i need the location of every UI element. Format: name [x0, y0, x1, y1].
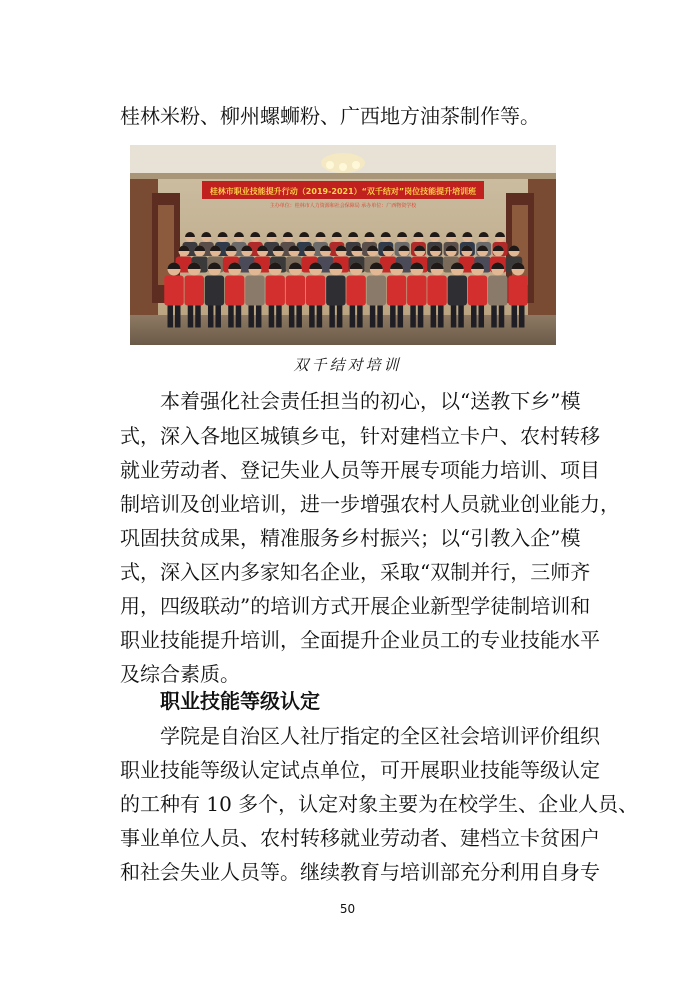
person-body: [488, 276, 508, 306]
text-line: 巩固扶贫成果，精准服务乡村振兴；以“引教入企”模: [120, 526, 581, 550]
person-body: [286, 276, 306, 306]
person-leg: [228, 306, 234, 328]
person-leg: [309, 306, 315, 328]
person-body: [184, 276, 204, 306]
person-body: [367, 276, 387, 306]
text-line: 事业单位人员、农村转移就业劳动者、建档立卡贫困户: [120, 826, 600, 850]
person-leg: [195, 306, 201, 328]
person-leg: [350, 306, 356, 328]
person-body: [306, 276, 326, 306]
person-body: [245, 276, 264, 306]
person-body: [508, 276, 528, 306]
person-leg: [289, 306, 295, 328]
text-line: 职业技能提升培训，全面提升企业员工的专业技能水平: [120, 628, 600, 652]
person-body: [407, 276, 427, 306]
person-body: [387, 276, 407, 306]
person-body: [346, 276, 366, 306]
person-leg: [248, 306, 254, 328]
person-leg: [269, 306, 275, 328]
person-leg: [377, 306, 383, 328]
text-line: 用，四级联动”的培训方式开展企业新型学徒制培训和: [120, 594, 591, 618]
person-leg: [519, 306, 525, 328]
person-leg: [337, 306, 343, 328]
person-leg: [438, 306, 444, 328]
person-leg: [418, 306, 424, 328]
person-leg: [431, 306, 437, 328]
person-leg: [491, 306, 497, 328]
text-line: 就业劳动者、登记失业人员等开展专项能力培训、项目: [120, 458, 600, 482]
photo-caption: 双千结对培训: [293, 356, 402, 374]
person-body: [205, 276, 225, 306]
text-line: 和社会失业人员等。继续教育与培训部充分利用自身专: [120, 860, 600, 884]
person-body: [468, 276, 488, 306]
person-leg: [451, 306, 457, 328]
person-leg: [471, 306, 477, 328]
person-body: [164, 276, 184, 306]
person-leg: [276, 306, 282, 328]
person-leg: [215, 306, 221, 328]
person-body: [448, 276, 468, 306]
person-body: [427, 276, 447, 306]
person-leg: [329, 306, 335, 328]
person-leg: [512, 306, 518, 328]
text-line: 式，深入各地区城镇乡屯，针对建档立卡户、农村转移: [120, 424, 600, 448]
person-leg: [175, 306, 181, 328]
text-line: 桂林米粉、柳州螺蛳粉、广西地方油茶制作等。: [120, 104, 540, 128]
person-body: [265, 276, 285, 306]
text-line: 的工种有 10 多个，认定对象主要为在校学生、企业人员、: [120, 792, 639, 816]
person-leg: [370, 306, 376, 328]
person-leg: [390, 306, 396, 328]
person-leg: [188, 306, 194, 328]
section-heading: 职业技能等级认定: [160, 689, 320, 713]
person-leg: [479, 306, 485, 328]
person-leg: [296, 306, 302, 328]
person-leg: [168, 306, 174, 328]
person-leg: [236, 306, 242, 328]
person-leg: [256, 306, 261, 328]
text-line: 式，深入区内多家知名企业，采取“双制并行，三师齐: [120, 560, 591, 584]
person-body: [326, 276, 346, 306]
person-leg: [458, 306, 464, 328]
person-leg: [499, 306, 505, 328]
banner-subtitle: 主办单位：桂林市人力资源和社会保障局 承办单位：广西物资学校: [269, 203, 417, 209]
person-leg: [317, 306, 323, 328]
text-line: 及综合素质。: [120, 662, 240, 686]
text-line: 制培训及创业培训，进一步增强农村人员就业创业能力，: [120, 492, 620, 516]
person-leg: [208, 306, 214, 328]
person-leg: [357, 306, 363, 328]
text-line: 职业技能等级认定试点单位，可开展职业技能等级认定: [120, 758, 600, 782]
banner-title: 桂林市职业技能提升行动（2019-2021）“双千结对”岗位技能提升培训班: [209, 187, 477, 196]
group-photo: [130, 145, 556, 345]
text-line: 学院是自治区人社厅指定的全区社会培训评价组织: [160, 724, 600, 748]
person-body: [225, 276, 245, 306]
text-line: 本着强化社会责任担当的初心，以“送教下乡”模: [160, 389, 581, 413]
person-leg: [410, 306, 416, 328]
page-number: 50: [339, 902, 356, 916]
person-leg: [398, 306, 404, 328]
